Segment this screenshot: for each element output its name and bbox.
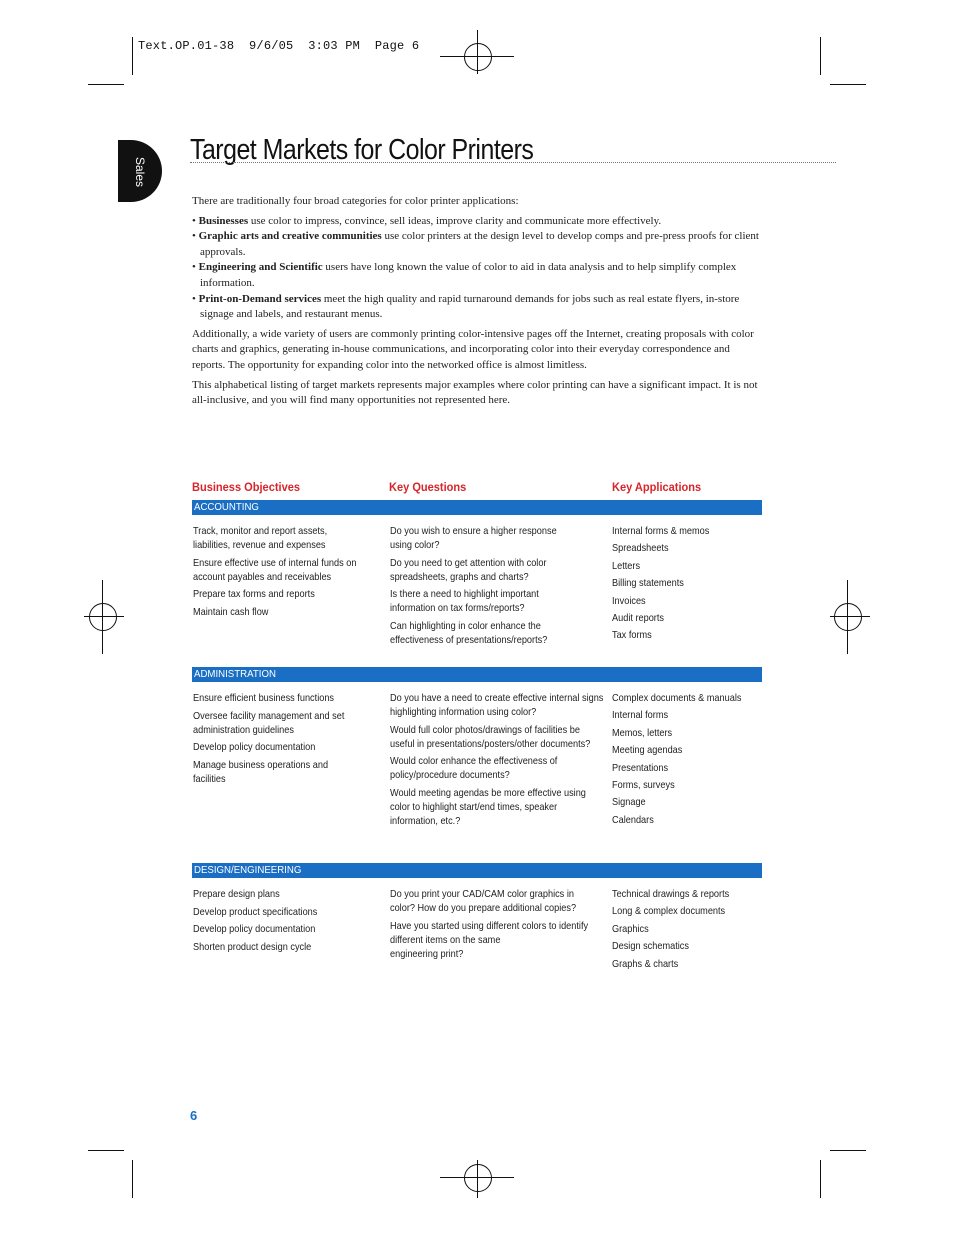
crop-mark bbox=[830, 1150, 866, 1151]
list-item: Do you wish to ensure a higher response using color? bbox=[390, 526, 557, 551]
registration-mark-bottom bbox=[464, 1164, 492, 1192]
intro-text bbox=[192, 194, 762, 413]
crop-mark bbox=[88, 84, 124, 85]
intro-paragraph: This alphabetical listing of target markets represents major examples where color printing can have a significant impact. It is not all-inclusive, and you will find many opportunities not represented here. bbox=[192, 378, 758, 407]
applications-column bbox=[612, 888, 742, 975]
list-item: Prepare tax forms and reports bbox=[193, 589, 315, 600]
list-item: Do you have a need to create effective internal signs highlighting information using color? bbox=[390, 693, 604, 718]
objectives-column bbox=[193, 525, 375, 623]
list-item: Develop product specifications bbox=[193, 906, 318, 918]
list-item: Signage bbox=[612, 797, 646, 809]
section-band bbox=[192, 500, 762, 515]
list-item: Do you need to get attention with color spreadsheets, graphs and charts? bbox=[390, 557, 547, 583]
registration-mark-left bbox=[89, 603, 117, 631]
registration-mark-top bbox=[464, 43, 492, 71]
questions-column bbox=[390, 692, 627, 832]
applications-column bbox=[612, 692, 756, 831]
list-item: Maintain cash flow bbox=[193, 606, 269, 618]
registration-line bbox=[847, 580, 848, 654]
list-item: Invoices bbox=[612, 595, 646, 607]
objectives-column bbox=[193, 888, 331, 958]
section-band-label: ADMINISTRATION bbox=[194, 668, 276, 680]
registration-line bbox=[84, 616, 124, 617]
list-item: Prepare design plans bbox=[193, 889, 280, 900]
intro-bullet: • Businesses use color to impress, convince, sell ideas, improve clarity and communicate more effectively. bbox=[192, 214, 662, 227]
title-rule bbox=[190, 162, 836, 163]
list-item: Meeting agendas bbox=[612, 745, 683, 757]
list-item: Long & complex documents bbox=[612, 906, 726, 918]
section-band-label: ACCOUNTING bbox=[194, 501, 259, 513]
list-item: Complex documents & manuals bbox=[612, 693, 742, 704]
registration-line bbox=[102, 580, 103, 654]
intro-paragraph: Additionally, a wide variety of users are commonly printing color-intensive pages off the Internet, creating proposals with color charts and graphics, generating in-house communications, and incorporating color into their everyday correspondence and reports. The opportunity for expanding color into the networked office is almost limitless. bbox=[192, 327, 754, 371]
page-title: Target Markets for Color Printers bbox=[190, 134, 534, 166]
section-band-label: DESIGN/ENGINEERING bbox=[194, 864, 302, 876]
list-item: Audit reports bbox=[612, 612, 664, 624]
section-band bbox=[192, 667, 762, 682]
list-item: Forms, surveys bbox=[612, 779, 675, 791]
list-item: Graphics bbox=[612, 923, 649, 935]
section-tab bbox=[118, 140, 162, 202]
crop-mark bbox=[830, 84, 866, 85]
list-item: Letters bbox=[612, 560, 641, 572]
list-item: Internal forms & memos bbox=[612, 526, 710, 537]
list-item: Ensure efficient business functions bbox=[193, 693, 335, 704]
list-item: Would meeting agendas be more effective using color to highlight start/end times, speaker information, etc.? bbox=[390, 787, 586, 827]
list-item: Design schematics bbox=[612, 941, 689, 953]
printer-slug-line: Text.OP.01-38 9/6/05 3:03 PM Page 6 bbox=[138, 39, 420, 53]
questions-column bbox=[390, 525, 575, 651]
section-tab-label: Sales bbox=[133, 157, 147, 188]
list-item: Oversee facility management and set administration guidelines bbox=[193, 710, 345, 736]
registration-line bbox=[477, 30, 478, 74]
section-band bbox=[192, 863, 762, 878]
list-item: Memos, letters bbox=[612, 727, 673, 739]
column-header-questions: Key Questions bbox=[389, 480, 467, 494]
list-item: Would color enhance the effectiveness of policy/procedure documents? bbox=[390, 756, 558, 781]
list-item: Track, monitor and report assets, liabilities, revenue and expenses bbox=[193, 526, 328, 551]
list-item: Is there a need to highlight important information on tax forms/reports? bbox=[390, 589, 539, 614]
list-item: Technical drawings & reports bbox=[612, 889, 730, 900]
list-item: Ensure effective use of internal funds on account payables and receivables bbox=[193, 557, 357, 583]
registration-line bbox=[477, 1160, 478, 1198]
list-item: Graphs & charts bbox=[612, 958, 679, 970]
list-item: Billing statements bbox=[612, 578, 684, 590]
crop-mark bbox=[132, 1160, 133, 1198]
crop-mark bbox=[820, 1160, 821, 1198]
list-item: Shorten product design cycle bbox=[193, 941, 312, 953]
list-item: Have you started using different colors to identify different items on the same engineering print? bbox=[390, 920, 589, 960]
questions-column bbox=[390, 888, 610, 965]
list-item: Internal forms bbox=[612, 710, 669, 722]
intro-bullet: • Graphic arts and creative communities use color printers at the design level to develop comps and pre-press proofs for client approvals. bbox=[192, 230, 759, 258]
registration-line bbox=[830, 616, 870, 617]
list-item: Do you print your CAD/CAM color graphics in color? How do you prepare additional copies? bbox=[390, 889, 577, 914]
column-header-applications: Key Applications bbox=[612, 480, 702, 494]
registration-mark-right bbox=[834, 603, 862, 631]
list-item: Spreadsheets bbox=[612, 543, 669, 555]
intro-bullet: • Print-on-Demand services meet the high quality and rapid turnaround demands for jobs such as real estate flyers, in-store signage and labels, and restaurant menus. bbox=[192, 292, 740, 321]
list-item: Develop policy documentation bbox=[193, 742, 316, 753]
intro-bullet: • Engineering and Scientific users have long known the value of color to aid in data analysis and to help simplify complex information. bbox=[192, 261, 737, 289]
page-number: 6 bbox=[190, 1108, 198, 1123]
intro-lead: There are traditionally four broad categories for color printer applications: bbox=[192, 195, 519, 207]
list-item: Would full color photos/drawings of facilities be useful in presentations/posters/other documents? bbox=[390, 724, 591, 750]
crop-mark bbox=[820, 37, 821, 75]
list-item: Develop policy documentation bbox=[193, 924, 316, 935]
list-item: Calendars bbox=[612, 814, 654, 826]
applications-column bbox=[612, 525, 720, 647]
objectives-column bbox=[193, 692, 361, 790]
list-item: Presentations bbox=[612, 762, 669, 774]
column-header-objectives: Business Objectives bbox=[192, 480, 300, 494]
crop-mark bbox=[88, 1150, 124, 1151]
list-item: Manage business operations and facilities bbox=[193, 759, 329, 785]
list-item: Can highlighting in color enhance the effectiveness of presentations/reports? bbox=[390, 620, 548, 646]
crop-mark bbox=[132, 37, 133, 75]
list-item: Tax forms bbox=[612, 630, 652, 642]
